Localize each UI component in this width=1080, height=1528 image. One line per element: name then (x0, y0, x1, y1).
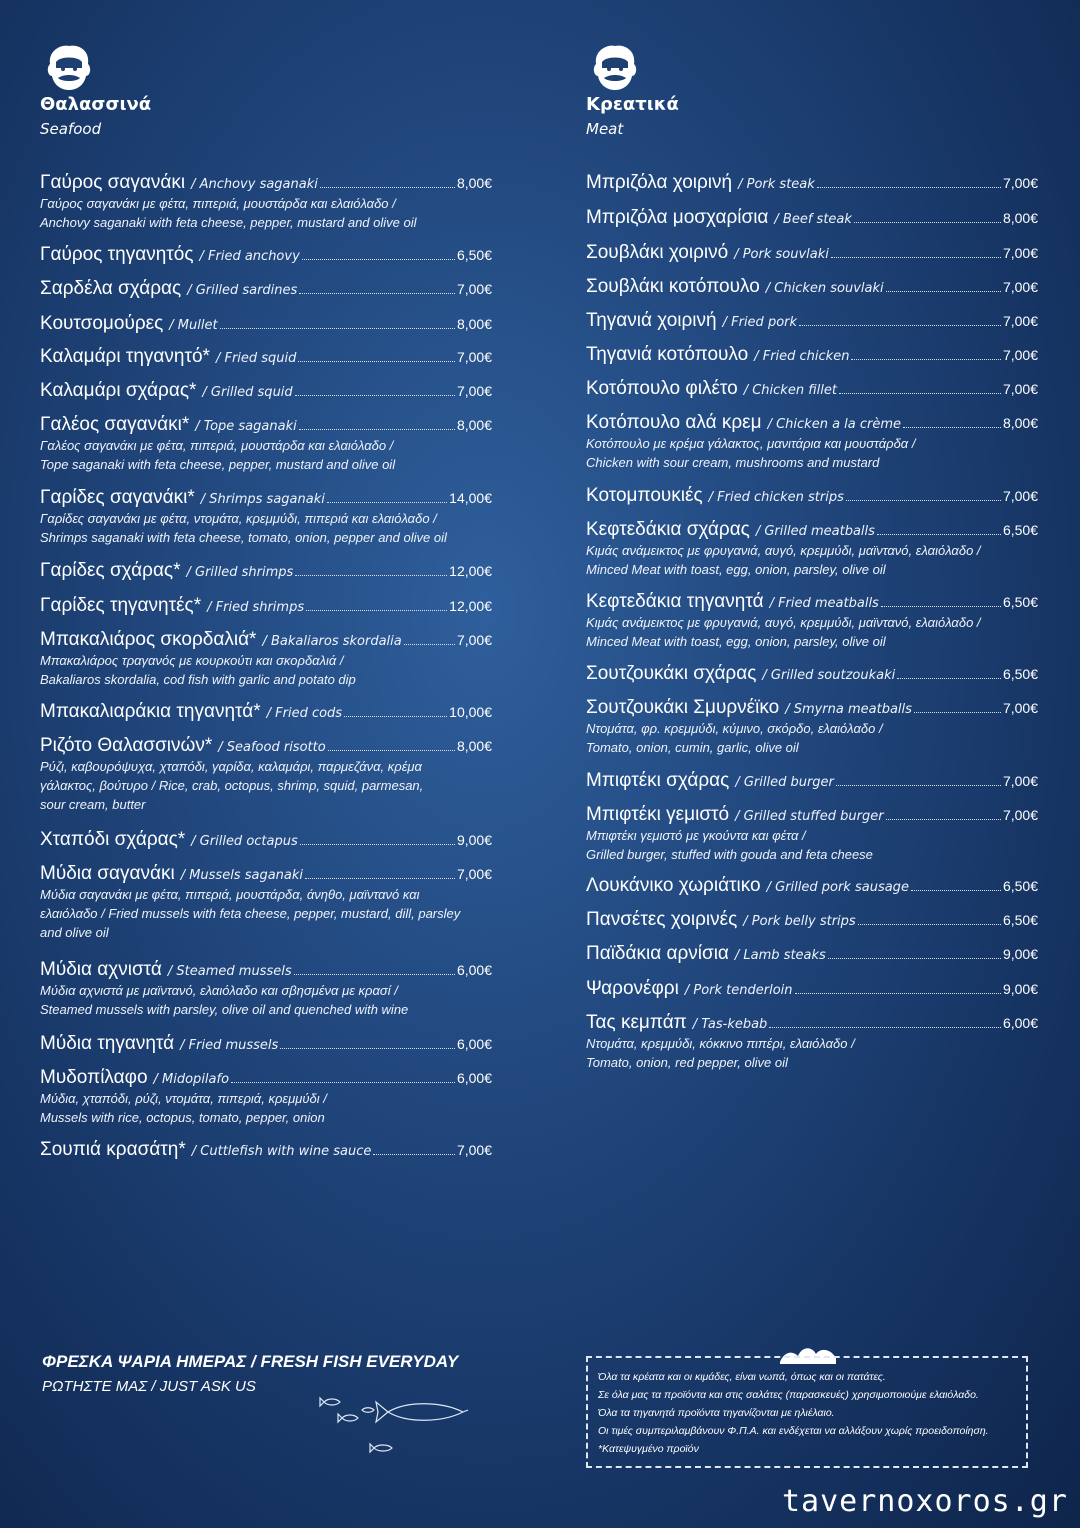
dish-english-name: / Fried meatballs (769, 596, 879, 611)
dish-price: 6,50€ (1002, 522, 1038, 538)
dish-price: 9,00€ (1002, 946, 1038, 962)
dish-name: Γαλέος σαγανάκι* (40, 414, 190, 435)
menu-item-line (40, 560, 492, 582)
dish-description: Minced Meat with toast, egg, onion, parsley, olive oil (586, 634, 886, 649)
menu-item-line (40, 629, 492, 651)
dish-description: Κοτόπουλο με κρέμα γάλακτος, μανιτάρια και μουστάρδα / (586, 436, 916, 451)
dish-name: Ριζότο Θαλασσινών* (40, 735, 213, 756)
dot-leader (886, 291, 1001, 292)
menu-item (40, 172, 492, 232)
menu-item-line (40, 863, 492, 885)
dot-leader (295, 395, 455, 396)
dish-description: Tomato, onion, red pepper, olive oil (586, 1055, 788, 1070)
dish-name: Μύδια σαγανάκι (40, 863, 175, 884)
dot-leader (858, 924, 1001, 925)
menu-item (586, 207, 1038, 229)
dish-price: 7,00€ (456, 632, 492, 648)
menu-item-line (586, 770, 1038, 792)
menu-item (40, 346, 492, 368)
dish-description: Γαρίδες σαγανάκι με φέτα, ντομάτα, κρεμμύδι, πιπεριά και ελαιόλαδο / (40, 511, 437, 526)
dot-leader (305, 878, 455, 879)
dish-english-name: / Fried chicken strips (708, 490, 844, 505)
dish-description: Chicken with sour cream, mushrooms and mustard (586, 455, 880, 470)
meat-subtitle: Meat (586, 120, 624, 138)
dish-price: 7,00€ (456, 281, 492, 297)
dish-name: Κοτόπουλο φιλέτο (586, 378, 738, 399)
dish-description: Μπακαλιάρος τραγανός με κουρκούτι και σκορδαλιά / (40, 653, 344, 668)
menu-item-line (40, 735, 492, 757)
fresh-fish-banner (42, 1352, 512, 1395)
menu-item-line (40, 595, 492, 617)
dish-description: Κιμάς ανάμεικτος με φρυγανιά, αυγό, κρεμμύδι, μαϊντανό, ελαιόλαδο / (586, 615, 981, 630)
dish-name: Κοτόπουλο αλά κρεμ (586, 412, 762, 433)
dish-price: 7,00€ (1002, 279, 1038, 295)
menu-item (586, 485, 1038, 507)
menu-item (586, 875, 1038, 897)
dish-price: 7,00€ (456, 383, 492, 399)
dish-description: Steamed mussels with parsley, olive oil and quenched with wine (40, 1002, 409, 1017)
fresh-fish-title: ΦΡΕΣΚΑ ΨΑΡΙΑ ΗΜΕΡΑΣ / FRESH FISH EVERYDAY (42, 1352, 459, 1371)
dish-name: Σουπιά κρασάτη* (40, 1139, 186, 1160)
dish-description: ελαιόλαδο / Fried mussels with feta cheese, pepper, mustard, dill, parsley (40, 906, 461, 921)
dot-leader (817, 187, 1001, 188)
dish-price: 6,00€ (1002, 1015, 1038, 1031)
dish-price: 6,00€ (456, 962, 492, 978)
dot-leader (903, 427, 1001, 428)
dot-leader (851, 359, 1001, 360)
menu-item (586, 909, 1038, 931)
dish-english-name: / Tope saganaki (195, 419, 297, 434)
dot-leader (881, 606, 1001, 607)
dish-name: Ψαρονέφρι (586, 978, 679, 999)
menu-item (40, 1139, 492, 1161)
meat-title: Κρεατικά (586, 94, 679, 115)
dish-name: Καλαμάρι σχάρας* (40, 380, 197, 401)
dot-leader (299, 429, 455, 430)
dish-english-name: / Midopilafo (153, 1072, 230, 1087)
menu-item (40, 629, 492, 689)
menu-item-line (40, 278, 492, 300)
dish-name: Κουτσομούρες (40, 313, 164, 334)
dot-leader (854, 222, 1001, 223)
menu-item-line (40, 172, 492, 194)
dish-name: Μπακαλιαράκια τηγανητά* (40, 701, 261, 722)
menu-item-line (586, 875, 1038, 897)
dish-price: 7,00€ (1002, 773, 1038, 789)
dish-english-name: / Fried squid (215, 351, 297, 366)
dish-name: Γαύρος τηγανητός (40, 244, 194, 265)
dot-leader (299, 293, 455, 294)
menu-item (40, 487, 492, 547)
dish-price: 6,50€ (1002, 912, 1038, 928)
dish-price: 8,00€ (456, 738, 492, 754)
dish-price: 6,00€ (456, 1036, 492, 1052)
dish-description: sour cream, butter (40, 797, 146, 812)
dish-price: 14,00€ (449, 490, 492, 506)
dot-leader (914, 712, 1001, 713)
dot-leader (831, 257, 1001, 258)
dish-price: 8,00€ (456, 316, 492, 332)
dish-description: Tope saganaki with feta cheese, pepper, mustard and olive oil (40, 457, 396, 472)
dish-price: 12,00€ (449, 563, 492, 579)
fish-icon (318, 1392, 478, 1462)
dish-english-name: / Smyrna meatballs (785, 702, 912, 717)
dish-description: Κιμάς ανάμεικτος με φρυγανιά, αυγό, κρεμμύδι, μαϊντανό, ελαιόλαδο / (586, 543, 981, 558)
dish-price: 7,00€ (1002, 175, 1038, 191)
dish-description: Ντομάτα, κρεμμύδι, κόκκινο πιπέρι, ελαιόλαδο / (586, 1036, 855, 1051)
dish-english-name: / Beef steak (774, 212, 852, 227)
dish-name: Κεφτεδάκια τηγανητά (586, 591, 764, 612)
dish-description: Bakaliaros skordalia, cod fish with garlic and potato dip (40, 672, 356, 687)
dish-description: Anchovy saganaki with feta cheese, pepper, mustard and olive oil (40, 215, 417, 230)
dot-leader (828, 958, 1001, 959)
menu-item (586, 943, 1038, 965)
dish-english-name: / Pork steak (738, 177, 815, 192)
dish-price: 7,00€ (1002, 245, 1038, 261)
seafood-subtitle: Seafood (40, 120, 102, 138)
menu-item-line (586, 697, 1038, 719)
dish-name: Κοτομπουκιές (586, 485, 703, 506)
dish-english-name: / Anchovy saganaki (191, 177, 318, 192)
dish-name: Σαρδέλα σχάρας (40, 278, 182, 299)
dot-leader (897, 678, 1001, 679)
dish-name: Τηγανιά χοιρινή (586, 310, 717, 331)
menu-item-line (40, 313, 492, 335)
dish-name: Γαύρος σαγανάκι (40, 172, 186, 193)
menu-item-line (40, 701, 492, 723)
dish-description: Minced Meat with toast, egg, onion, parsley, olive oil (586, 562, 886, 577)
menu-item (40, 701, 492, 723)
menu-item (586, 412, 1038, 472)
menu-item-line (586, 344, 1038, 366)
dish-english-name: / Fried mussels (180, 1038, 279, 1053)
dish-name: Μπιφτέκι γεμιστό (586, 804, 730, 825)
menu-item-line (40, 1033, 492, 1055)
menu-item (40, 1033, 492, 1055)
menu-item (586, 378, 1038, 400)
dish-name: Μπριζόλα μοσχαρίσια (586, 207, 769, 228)
dish-name: Σουβλάκι κοτόπουλο (586, 276, 760, 297)
note-line: Σε όλα μας τα προϊόντα και στις σαλάτες (παρασκευές) χρησιμοποιούμε ελαιόλαδο. (598, 1389, 979, 1401)
menu-item (40, 414, 492, 474)
dot-leader (220, 328, 455, 329)
dish-name: Μπιφτέκι σχάρας (586, 770, 730, 791)
menu-item-line (586, 909, 1038, 931)
dish-description: Ρύζι, καβουρόψυχα, χταπόδι, γαρίδα, καλαμάρι, παρμεζάνα, κρέμα (40, 759, 422, 774)
seafood-title: Θαλασσινά (40, 94, 152, 115)
menu-item-line (586, 804, 1038, 826)
menu-item (586, 978, 1038, 1000)
menu-item-line (40, 1139, 492, 1161)
dish-english-name: / Chicken souvlaki (765, 281, 884, 296)
dish-price: 7,00€ (1002, 807, 1038, 823)
dish-english-name: / Steamed mussels (167, 964, 292, 979)
dish-name: Χταπόδι σχάρας* (40, 829, 186, 850)
menu-item-line (586, 378, 1038, 400)
dish-price: 12,00€ (449, 598, 492, 614)
dot-leader (328, 750, 455, 751)
menu-item (40, 829, 492, 851)
menu-item (586, 770, 1038, 792)
dish-description: γάλακτος, βούτυρο / Rice, crab, octopus, shrimp, squid, parmesan, (40, 778, 424, 793)
dot-leader (300, 844, 455, 845)
dish-description: Μύδια, χταπόδι, ρύζι, ντομάτα, πιπεριά, κρεμμύδι / (40, 1091, 327, 1106)
dish-description: Γαύρος σαγανάκι με φέτα, πιπεριά, μουστάρδα και ελαιόλαδο / (40, 196, 396, 211)
dish-price: 7,00€ (1002, 313, 1038, 329)
dish-name: Γαρίδες σαγανάκι* (40, 487, 195, 508)
dish-name: Κεφτεδάκια σχάρας (586, 519, 750, 540)
dish-name: Πανσέτες χοιρινές (586, 909, 738, 930)
menu-item (586, 310, 1038, 332)
dish-price: 7,00€ (1002, 347, 1038, 363)
menu-item (40, 863, 492, 942)
chef-face-icon (588, 42, 642, 92)
dish-english-name: / Cuttlefish with wine sauce (191, 1144, 372, 1159)
dish-english-name: / Bakaliaros skordalia (262, 634, 402, 649)
menu-item-line (586, 207, 1038, 229)
dish-english-name: / Fried anchovy (199, 249, 300, 264)
menu-item-line (40, 380, 492, 402)
dish-name: Μυδοπίλαφο (40, 1067, 148, 1088)
dish-english-name: / Grilled stuffed burger (735, 809, 884, 824)
dish-description: Μύδια σαγανάκι με φέτα, πιπεριά, μουστάρδα, άνηθο, μαϊντανό και (40, 887, 420, 902)
dish-price: 9,00€ (1002, 981, 1038, 997)
menu-item-line (40, 244, 492, 266)
dish-english-name: / Shrimps saganaki (200, 492, 325, 507)
dish-english-name: / Grilled squid (202, 385, 293, 400)
dish-english-name: / Grilled octapus (191, 834, 298, 849)
dot-leader (769, 1027, 1001, 1028)
dish-english-name: / Pork tenderloin (684, 983, 793, 998)
dish-price: 9,00€ (456, 832, 492, 848)
dish-name: Μπακαλιάρος σκορδαλιά* (40, 629, 257, 650)
dot-leader (302, 259, 455, 260)
dish-description: and olive oil (40, 925, 109, 940)
dish-english-name: / Fried cods (266, 706, 343, 721)
menu-item (40, 244, 492, 266)
menu-item (586, 697, 1038, 757)
dish-price: 10,00€ (449, 704, 492, 720)
menu-item-line (586, 591, 1038, 613)
dish-english-name: / Grilled soutzoukaki (762, 668, 896, 683)
menu-item-line (40, 487, 492, 509)
dot-leader (836, 785, 1001, 786)
menu-item (40, 380, 492, 402)
note-line: *Κατεψυγμένο προϊόν (598, 1443, 699, 1455)
dish-price: 6,00€ (456, 1070, 492, 1086)
dish-description: Γαλέος σαγανάκι με φέτα, πιπεριά, μουστάρδα και ελαιόλαδο / (40, 438, 394, 453)
dish-price: 6,50€ (1002, 878, 1038, 894)
note-line: Όλα τα τηγανητά προϊόντα τηγανίζονται με ηλιέλαιο. (598, 1407, 835, 1419)
dish-price: 7,00€ (456, 349, 492, 365)
dish-english-name: / Pork belly strips (743, 914, 856, 929)
dish-english-name: / Grilled meatballs (755, 524, 875, 539)
dish-description: Μύδια αχνιστά με μαϊντανό, ελαιόλαδο και σβησμένα με κρασί / (40, 983, 398, 998)
dish-price: 8,00€ (456, 175, 492, 191)
notes-box (586, 1356, 1028, 1468)
dish-english-name: / Chicken fillet (743, 383, 837, 398)
dish-name: Παϊδάκια αρνίσια (586, 943, 729, 964)
dish-name: Γαρίδες τηγανητές* (40, 595, 202, 616)
dish-english-name: / Grilled pork sausage (766, 880, 909, 895)
dish-name: Σουτζουκάκι Σμυρνέϊκο (586, 697, 780, 718)
menu-item-line (586, 519, 1038, 541)
dot-leader (295, 575, 447, 576)
dish-description: Mussels with rice, octopus, tomato, pepper, onion (40, 1110, 325, 1125)
dish-english-name: / Fried chicken (754, 349, 850, 364)
dish-price: 6,50€ (1002, 666, 1038, 682)
dish-english-name: / Fried pork (722, 315, 798, 330)
dish-price: 7,00€ (456, 866, 492, 882)
menu-item-line (40, 414, 492, 436)
dish-price: 7,00€ (1002, 381, 1038, 397)
menu-item (586, 344, 1038, 366)
menu-item-line (586, 242, 1038, 264)
dish-price: 7,00€ (1002, 700, 1038, 716)
menu-item-line (586, 276, 1038, 298)
dish-name: Μύδια αχνιστά (40, 959, 162, 980)
menu-item (40, 959, 492, 1019)
dish-name: Γαρίδες σχάρας* (40, 560, 181, 581)
dot-leader (911, 890, 1001, 891)
dish-price: 8,00€ (456, 417, 492, 433)
website-link[interactable]: tavernoxoros.gr (782, 1484, 1068, 1519)
dish-english-name: / Chicken a la crème (767, 417, 902, 432)
dot-leader (327, 502, 447, 503)
dish-english-name: / Lamb steaks (734, 948, 826, 963)
dish-name: Τηγανιά κοτόπουλο (586, 344, 749, 365)
dot-leader (846, 500, 1001, 501)
menu-item-line (40, 346, 492, 368)
dot-leader (795, 993, 1001, 994)
menu-item (40, 1067, 492, 1127)
dish-description: Μπιφτέκι γεμιστό με γκούντα και φέτα / (586, 828, 806, 843)
menu-item (40, 595, 492, 617)
dish-description: Tomato, onion, cumin, garlic, olive oil (586, 740, 799, 755)
dish-name: Σουτζουκάκι σχάρας (586, 663, 757, 684)
menu-item (40, 560, 492, 582)
menu-item (586, 591, 1038, 651)
menu-item (40, 313, 492, 335)
dot-leader (280, 1048, 455, 1049)
dish-price: 6,50€ (1002, 594, 1038, 610)
dot-leader (231, 1082, 455, 1083)
menu-item-line (586, 978, 1038, 1000)
dot-leader (344, 716, 447, 717)
note-line: Όλα τα κρέατα και οι κιμάδες, είναι νωπά, όπως και οι πατάτες. (598, 1371, 886, 1383)
dish-name: Σουβλάκι χοιρινό (586, 242, 729, 263)
menu-item-line (40, 959, 492, 981)
dot-leader (373, 1154, 455, 1155)
menu-item (586, 519, 1038, 579)
dish-price: 6,50€ (456, 247, 492, 263)
dot-leader (886, 819, 1001, 820)
note-line: Οι τιμές συμπεριλαμβάνουν Φ.Π.Α. και ενδέχεται να αλλάξουν χωρίς προειδοποίηση. (598, 1425, 989, 1437)
menu-item (586, 804, 1038, 864)
menu-item-line (586, 485, 1038, 507)
menu-item-line (40, 1067, 492, 1089)
dish-name: Λουκάνικο χωριάτικο (586, 875, 761, 896)
dish-description: Grilled burger, stuffed with gouda and feta cheese (586, 847, 873, 862)
dish-price: 7,00€ (1002, 488, 1038, 504)
menu-item-line (586, 412, 1038, 434)
menu-item-line (586, 663, 1038, 685)
dish-price: 8,00€ (1002, 415, 1038, 431)
dot-leader (404, 644, 455, 645)
dot-leader (320, 187, 455, 188)
dot-leader (799, 325, 1001, 326)
dish-english-name: / Seafood risotto (218, 740, 326, 755)
menu-item (40, 278, 492, 300)
dish-english-name: / Fried shrimps (207, 600, 305, 615)
menu-item (586, 1012, 1038, 1072)
menu-item-line (586, 1012, 1038, 1034)
menu-item-line (586, 943, 1038, 965)
dish-description: Ντομάτα, φρ. κρεμμύδι, κύμινο, σκόρδο, ελαιόλαδο / (586, 721, 883, 736)
dish-name: Τας κεμπάπ (586, 1012, 687, 1033)
dish-english-name: / Tas-kebab (692, 1017, 768, 1032)
menu-item (586, 663, 1038, 685)
dot-leader (877, 534, 1001, 535)
menu-item-line (586, 310, 1038, 332)
fresh-fish-subtitle: ΡΩΤΗΣΤΕ ΜΑΣ / JUST ASK US (42, 1378, 256, 1395)
menu-item (40, 735, 492, 814)
chef-face-icon (42, 42, 96, 92)
dish-name: Μπριζόλα χοιρινή (586, 172, 733, 193)
dish-english-name: / Mussels saganaki (180, 868, 304, 883)
menu-item-line (586, 172, 1038, 194)
dish-english-name: / Grilled sardines (187, 283, 298, 298)
dish-price: 7,00€ (456, 1142, 492, 1158)
menu-item (586, 242, 1038, 264)
dish-english-name: / Mullet (169, 318, 218, 333)
dish-description: Shrimps saganaki with feta cheese, tomato, onion, pepper and olive oil (40, 530, 447, 545)
dish-english-name: / Grilled shrimps (186, 565, 294, 580)
menu-item-line (40, 829, 492, 851)
dot-leader (294, 974, 455, 975)
dish-name: Μύδια τηγανητά (40, 1033, 175, 1054)
dish-english-name: / Pork souvlaki (734, 247, 829, 262)
menu-item (586, 276, 1038, 298)
dish-english-name: / Grilled burger (735, 775, 834, 790)
dot-leader (839, 393, 1001, 394)
dish-name: Καλαμάρι τηγανητό* (40, 346, 210, 367)
dot-leader (298, 361, 455, 362)
dish-price: 8,00€ (1002, 210, 1038, 226)
dot-leader (306, 610, 447, 611)
menu-item (586, 172, 1038, 194)
